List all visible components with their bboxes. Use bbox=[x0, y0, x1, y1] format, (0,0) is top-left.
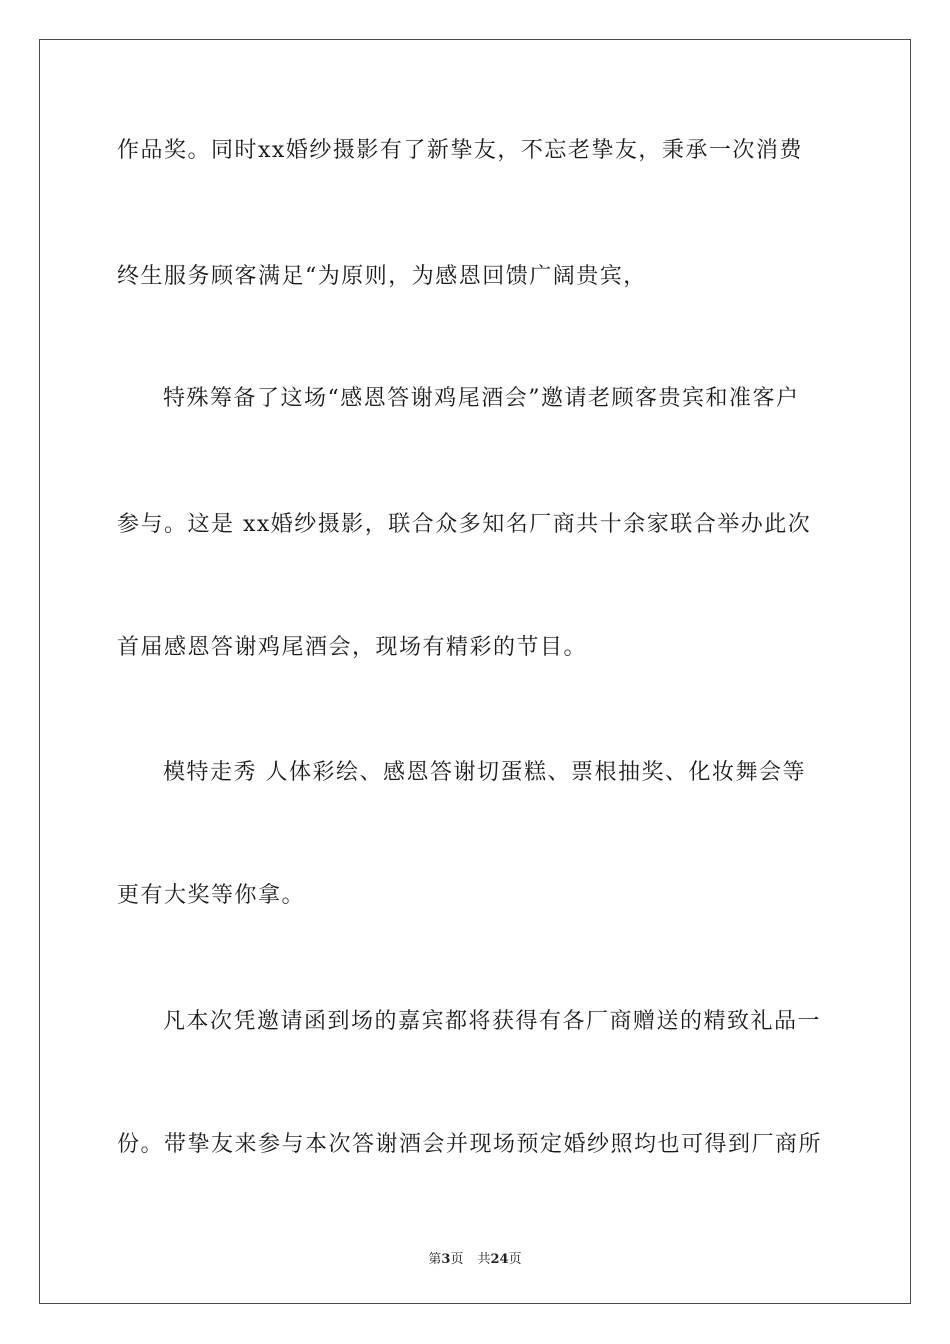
page-border bbox=[39, 39, 911, 1304]
paragraph-line-1: 作品奖。同时xx婚纱摄影有了新挚友，不忘老挚友，秉承一次消费 bbox=[117, 138, 803, 163]
paragraph-line-4: 参与。这是 xx婚纱摄影，联合众多知名厂商共十余家联合举办此次 bbox=[117, 512, 812, 537]
total-suffix: 页 bbox=[508, 1252, 522, 1267]
paragraph-line-6: 模特走秀 人体彩绘、感恩答谢切蛋糕、票根抽奖、化妆舞会等 bbox=[163, 760, 806, 785]
paragraph-line-2: 终生服务顾客满足“为原则，为感恩回馈广阔贵宾， bbox=[117, 264, 647, 289]
paragraph-line-7: 更有大奖等你拿。 bbox=[117, 883, 306, 908]
page-footer bbox=[0, 1248, 950, 1267]
paragraph-line-3: 特殊筹备了这场“感恩答谢鸡尾酒会”邀请老顾客贵宾和准客户 bbox=[163, 386, 800, 411]
page-number: 3 bbox=[441, 1252, 451, 1267]
paragraph-line-8: 凡本次凭邀请函到场的嘉宾都将获得有各厂商赠送的精致礼品一 bbox=[163, 1009, 822, 1034]
paragraph-line-5: 首届感恩答谢鸡尾酒会，现场有精彩的节目。 bbox=[117, 635, 588, 660]
total-prefix: 共 bbox=[477, 1252, 491, 1267]
total-pages: 24 bbox=[490, 1252, 509, 1267]
page-prefix: 第 bbox=[428, 1252, 442, 1267]
paragraph-line-9: 份。带挚友来参与本次答谢酒会并现场预定婚纱照均也可得到厂商所 bbox=[117, 1132, 823, 1157]
page-suffix: 页 bbox=[450, 1252, 464, 1267]
